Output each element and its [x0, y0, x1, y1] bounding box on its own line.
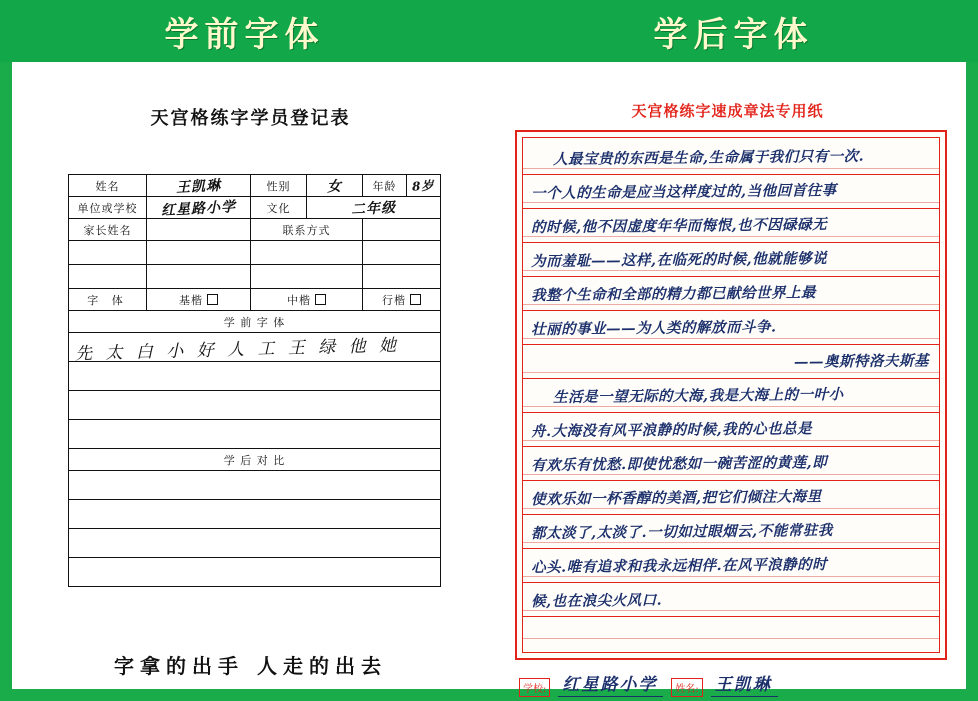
table-row [69, 529, 441, 558]
registration-form-table [68, 174, 441, 587]
cell-school-label: 单位或学校 [69, 197, 147, 219]
handwriting-line: 生活是一望无际的大海,我是大海上的一叶小 [552, 385, 844, 406]
checkbox-basic[interactable] [207, 294, 218, 305]
option-middle-label: 中楷 [287, 293, 311, 307]
cell-write-blank-1 [69, 362, 441, 391]
cell-age-label: 年龄 [363, 175, 407, 197]
cell-write-blank-2 [69, 391, 441, 420]
table-row [69, 219, 441, 241]
handwriting-line: 的时候,他不因虚度年华而悔恨,也不因碌碌无 [530, 216, 828, 237]
cell-school-value [147, 197, 251, 219]
cell-after-blank-1 [69, 471, 441, 500]
cell-contact-label: 联系方式 [251, 219, 363, 241]
header-banner [0, 0, 978, 62]
cell-after-blank-4 [69, 558, 441, 587]
cell-blank-e [69, 265, 147, 289]
handwriting-line: 都太淡了,太淡了.一切如过眼烟云,不能常驻我 [530, 521, 833, 543]
school-value: 红星路小学 [558, 670, 663, 697]
cell-after-header: 学 后 对 比 [69, 449, 441, 471]
handwriting-line: 为而羞耻——这样,在临死的时候,他就能够说 [530, 250, 828, 271]
table-row [69, 420, 441, 449]
cell-blank-g [251, 265, 363, 289]
cell-blank-f [147, 265, 251, 289]
cell-contact-value [363, 219, 441, 241]
table-row [69, 558, 441, 587]
cell-blank-d [363, 241, 441, 265]
handwriting-line: 心头.唯有追求和我永远相伴.在风平浪静的时 [530, 556, 828, 577]
handwritten-grade: 二年级 [350, 199, 397, 218]
registration-form-title: 天宫格练字学员登记表 [150, 108, 351, 129]
cell-gender-value [307, 175, 363, 197]
option-basic-label: 基楷 [179, 293, 203, 307]
table-row [69, 241, 441, 265]
handwritten-age: 8岁 [411, 178, 436, 194]
banner-right-title: 学后字体 [653, 14, 814, 55]
paper-footer [519, 670, 939, 697]
handwriting-line: 壮丽的事业——为人类的解放而斗争. [530, 318, 777, 339]
cell-age-value [407, 175, 441, 197]
table-row-style-options [69, 289, 441, 311]
cell-edu-label: 文化 [251, 197, 307, 219]
handwriting-line: 我整个生命和全部的精力都已献给世界上最 [530, 284, 817, 305]
student-name-label: 姓名: [671, 678, 702, 697]
table-row [69, 175, 441, 197]
cell-blank-b [147, 241, 251, 265]
handwriting-line: 使欢乐如一杯香醇的美酒,把它们倾注大海里 [530, 488, 822, 509]
table-row [69, 197, 441, 219]
style-label-text: 字 体 [87, 293, 128, 307]
right-panel-after-handwriting [489, 62, 966, 695]
table-row [69, 391, 441, 420]
table-row [69, 500, 441, 529]
cell-blank-c [251, 241, 363, 265]
handwriting-line: 人最宝贵的东西是生命,生命属于我们只有一次. [552, 147, 865, 168]
handwritten-name: 王凯琳 [175, 177, 222, 196]
option-running-label: 行楷 [382, 293, 406, 307]
practice-paper [515, 130, 947, 660]
practice-paper-inner-border [522, 137, 940, 653]
handwriting-line: 一个人的生命是应当这样度过的,当他回首往事 [530, 181, 837, 203]
table-row-before-header [69, 311, 441, 333]
banner-right [489, 0, 978, 62]
checkbox-running[interactable] [410, 294, 421, 305]
handwriting-line: 候,也在浪尖火风口. [530, 591, 663, 611]
cell-blank-h [363, 265, 441, 289]
cell-before-header: 学 前 字 体 [69, 311, 441, 333]
practice-paper-title: 天宫格练字速成章法专用纸 [631, 102, 824, 120]
handwriting-line: 舟.大海没有风平浪静的时候,我的心也总是 [530, 420, 813, 441]
cell-style-running [363, 289, 441, 311]
table-row [69, 265, 441, 289]
cell-after-blank-3 [69, 529, 441, 558]
handwritten-gender: 女 [326, 178, 343, 195]
slogan-text: 字拿的出手 人走的出去 [114, 654, 387, 678]
cell-parent-value [147, 219, 251, 241]
cell-style-label [69, 289, 147, 311]
banner-left-title: 学前字体 [164, 14, 325, 55]
cell-name-value [147, 175, 251, 197]
school-label: 学校: [519, 678, 550, 697]
table-row [69, 362, 441, 391]
cell-style-basic [147, 289, 251, 311]
cell-edu-value [307, 197, 441, 219]
checkbox-middle[interactable] [315, 294, 326, 305]
handwriting-line: 有欢乐有忧愁.即使忧愁如一碗苦涩的黄莲,即 [530, 454, 828, 475]
cell-name-label: 姓名 [69, 175, 147, 197]
handwriting-sample-before: 先 太 白 小 好 人 工 王 绿 他 她 [74, 335, 401, 365]
cell-gender-label: 性别 [251, 175, 307, 197]
cell-blank-a [69, 241, 147, 265]
cell-style-middle [251, 289, 363, 311]
cell-writing-sample [69, 333, 441, 365]
cell-parent-label: 家长姓名 [69, 219, 147, 241]
handwritten-school: 红星路小学 [160, 198, 237, 219]
table-row-writing-sample [69, 333, 441, 362]
table-row-after-header [69, 449, 441, 471]
table-row [69, 471, 441, 500]
cell-after-blank-2 [69, 500, 441, 529]
body-area [12, 62, 966, 695]
banner-left [0, 0, 489, 62]
handwriting-line-attribution: ——奥斯特洛夫斯基 [793, 352, 930, 371]
cell-write-blank-3 [69, 420, 441, 449]
left-panel-before-handwriting [12, 62, 489, 689]
student-name-value: 王凯琳 [711, 670, 778, 697]
